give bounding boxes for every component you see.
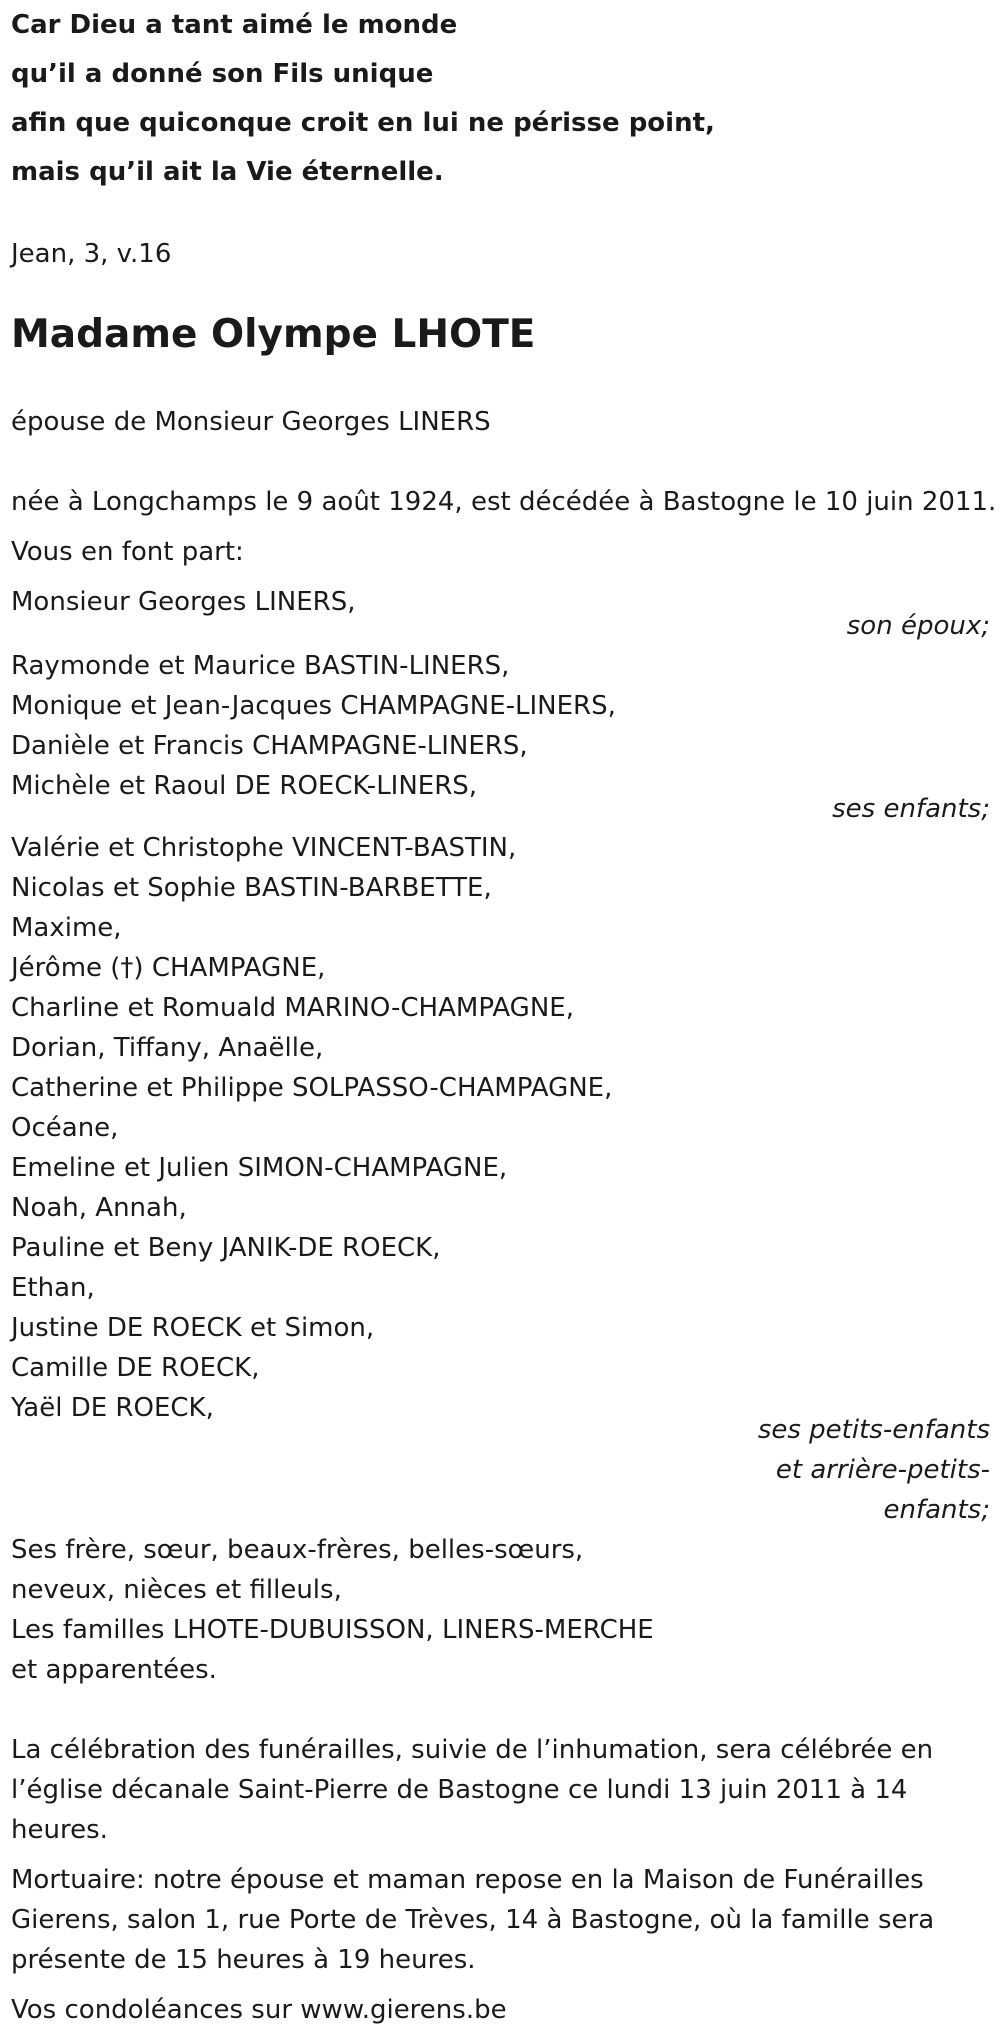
grandchild-5: Charline et Romuald MARINO-CHAMPAGNE, bbox=[11, 993, 574, 1023]
verse-line-3: afin que quiconque croit en lui ne périsse point, bbox=[11, 108, 715, 138]
verse-line-1: Car Dieu a tant aimé le monde bbox=[11, 10, 458, 40]
grandchild-3: Maxime, bbox=[11, 913, 122, 943]
condolences-line: Vos condoléances sur www.gierens.be bbox=[11, 1995, 507, 2025]
grandchild-2: Nicolas et Sophie BASTIN-BARBETTE, bbox=[11, 873, 492, 903]
grandchild-10: Noah, Annah, bbox=[11, 1193, 187, 1223]
grandchildren-role-line-2: et arrière-petits- bbox=[775, 1455, 990, 1485]
grandchild-4: Jérôme (†) CHAMPAGNE, bbox=[11, 953, 326, 983]
ceremony-line-1: La célébration des funérailles, suivie de l’inhumation, sera célébrée en bbox=[11, 1735, 934, 1765]
family-line-3: Les familles LHOTE-DUBUISSON, LINERS-MERCHE bbox=[11, 1615, 654, 1645]
family-line-2: neveux, nièces et filleuls, bbox=[11, 1575, 342, 1605]
grandchild-7: Catherine et Philippe SOLPASSO-CHAMPAGNE, bbox=[11, 1073, 613, 1103]
mortuary-line-2: Gierens, salon 1, rue Porte de Trèves, 14 à Bastogne, où la famille sera bbox=[11, 1905, 935, 1935]
grandchild-12: Ethan, bbox=[11, 1273, 95, 1303]
grandchildren-role-line-1: ses petits-enfants bbox=[757, 1415, 990, 1445]
mortuary-line-1: Mortuaire: notre épouse et maman repose en la Maison de Funérailles bbox=[11, 1865, 924, 1895]
child-4: Michèle et Raoul DE ROECK-LINERS, bbox=[11, 771, 478, 801]
family-line-1: Ses frère, sœur, beaux-frères, belles-sœurs, bbox=[11, 1535, 584, 1565]
grandchild-6: Dorian, Tiffany, Anaëlle, bbox=[11, 1033, 324, 1063]
grandchild-1: Valérie et Christophe VINCENT-BASTIN, bbox=[11, 833, 517, 863]
child-2: Monique et Jean-Jacques CHAMPAGNE-LINERS, bbox=[11, 691, 616, 721]
verse-line-4: mais qu’il ait la Vie éternelle. bbox=[11, 157, 444, 187]
ceremony-line-2: l’église décanale Saint-Pierre de Bastogne ce lundi 13 juin 2011 à 14 bbox=[11, 1775, 908, 1805]
announce-line: Vous en font part: bbox=[11, 537, 244, 567]
verse-line-2: qu’il a donné son Fils unique bbox=[11, 59, 434, 89]
grandchild-13: Justine DE ROECK et Simon, bbox=[11, 1313, 375, 1343]
child-3: Danièle et Francis CHAMPAGNE-LINERS, bbox=[11, 731, 528, 761]
mortuary-line-3: présente de 15 heures à 19 heures. bbox=[11, 1945, 476, 1975]
spouse-name: Monsieur Georges LINERS, bbox=[11, 587, 356, 617]
deceased-name: Madame Olympe LHOTE bbox=[11, 312, 536, 357]
spouse-role: son époux; bbox=[846, 611, 990, 641]
birth-death-line: née à Longchamps le 9 août 1924, est décédée à Bastogne le 10 juin 2011. bbox=[11, 487, 997, 517]
grandchild-15: Yaël DE ROECK, bbox=[11, 1393, 214, 1423]
grandchild-9: Emeline et Julien SIMON-CHAMPAGNE, bbox=[11, 1153, 508, 1183]
child-1: Raymonde et Maurice BASTIN-LINERS, bbox=[11, 651, 510, 681]
grandchildren-role-line-3: enfants; bbox=[883, 1495, 990, 1525]
ceremony-line-3: heures. bbox=[11, 1815, 108, 1845]
grandchild-11: Pauline et Beny JANIK-DE ROECK, bbox=[11, 1233, 441, 1263]
verse-reference: Jean, 3, v.16 bbox=[11, 239, 172, 269]
children-role: ses enfants; bbox=[832, 794, 990, 824]
grandchild-14: Camille DE ROECK, bbox=[11, 1353, 260, 1383]
spouse-line: épouse de Monsieur Georges LINERS bbox=[11, 407, 491, 437]
family-line-4: et apparentées. bbox=[11, 1655, 217, 1685]
grandchild-8: Océane, bbox=[11, 1113, 119, 1143]
